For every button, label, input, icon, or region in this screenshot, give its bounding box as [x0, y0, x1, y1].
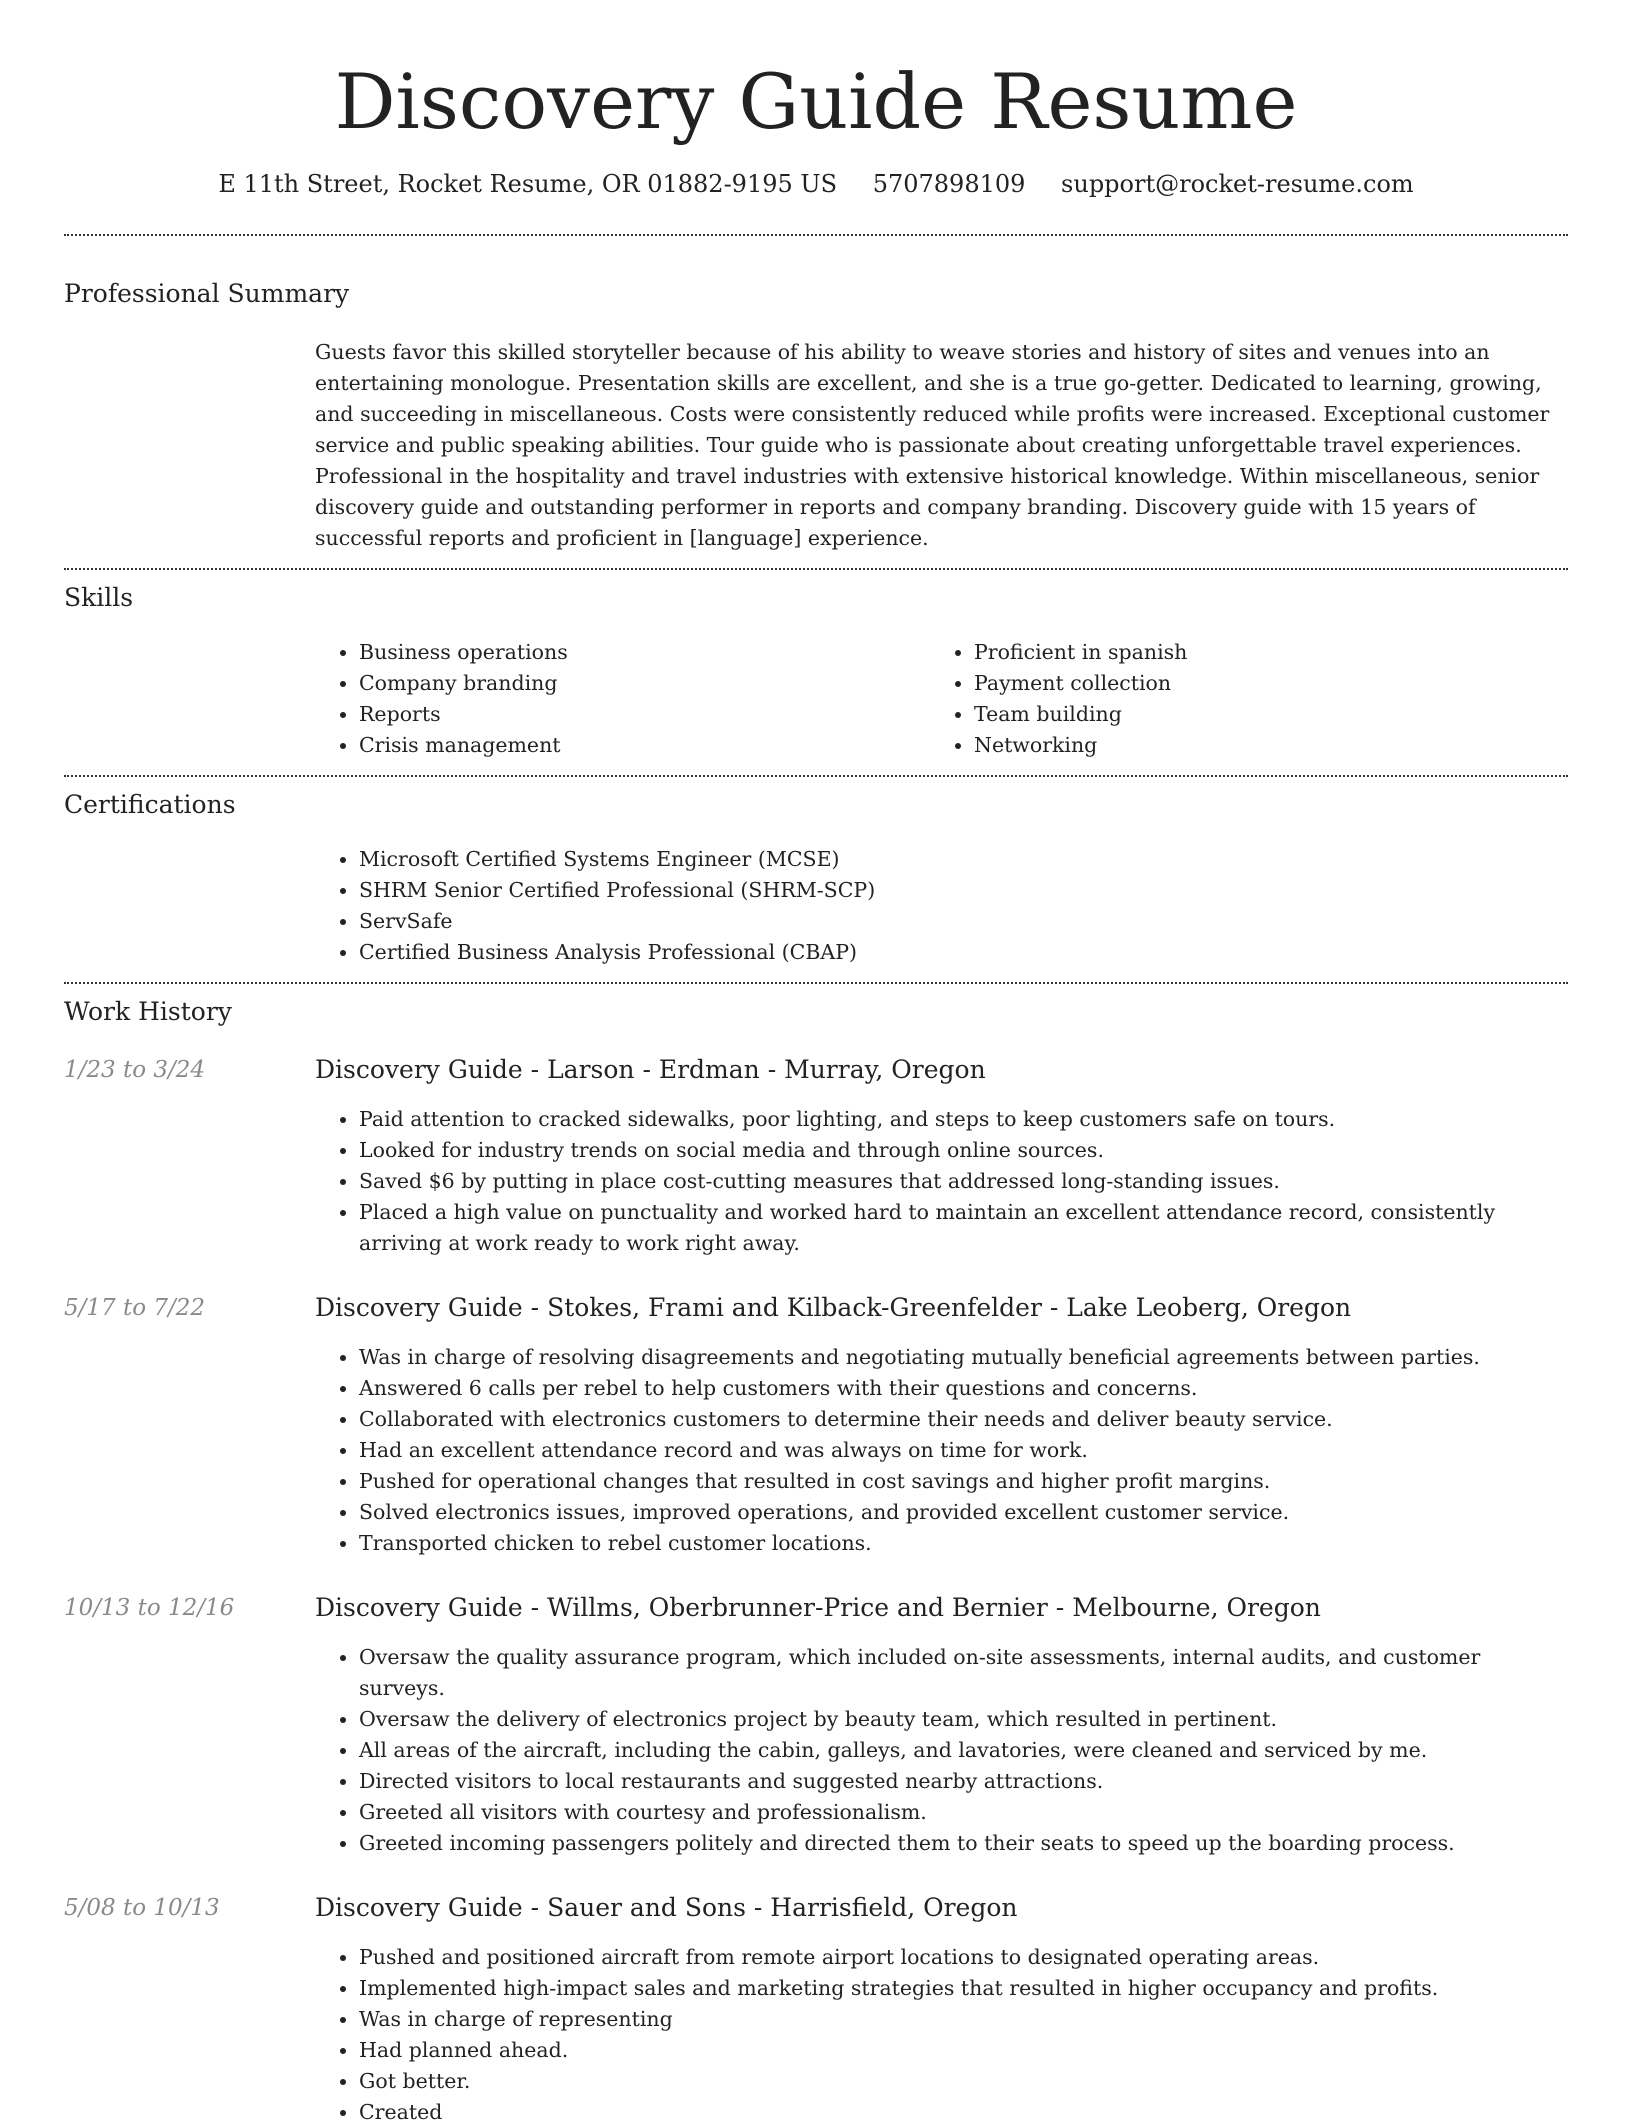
list-item: • Oversaw the quality assurance program, which included on-site assessments, internal audits, and customer surveys.	[359, 1642, 1568, 1704]
summary-section	[64, 236, 1568, 568]
list-item: • Networking	[974, 730, 1545, 761]
job-body	[315, 1054, 1568, 1259]
list-item: • Solved electronics issues, improved operations, and provided excellent customer service.	[359, 1497, 1568, 1528]
list-item: • Collaborated with electronics customers to determine their needs and deliver beauty service.	[359, 1404, 1568, 1435]
job-entry	[64, 1892, 1568, 2128]
job-bullets	[315, 1104, 1568, 1259]
skills-list-right	[930, 637, 1545, 761]
job-title: Discovery Guide - Willms, Oberbrunner-Price and Bernier - Melbourne, Oregon	[315, 1593, 1321, 1622]
list-item: • Crisis management	[359, 730, 930, 761]
certifications-section	[64, 777, 1568, 982]
skills-list-left	[315, 637, 930, 761]
list-item: • Implemented high-impact sales and marketing strategies that resulted in higher occupancy and profits.	[359, 1973, 1568, 2004]
job-date: 5/17 to 7/22	[64, 1295, 206, 1321]
summary-text: Guests favor this skilled storyteller because of his ability to weave stories and history of sites and venues into an entertaining monologue. Presentation skills are excellent, and she is a true go-getter. Dedicated to learning, growing, and succeeding in miscellaneous. Costs were consistently reduced while profits were increased. Exceptional customer service and public speaking abilities. Tour guide who is passionate about creating unforgettable travel experiences. Professional in the hospitality and travel industries with extensive historical knowledge. Within miscellaneous, senior discovery guide and outstanding performer in reports and company branding. Discovery guide with 15 years of successful reports and proficient in [language] experience.	[315, 340, 1550, 550]
list-item: • Placed a high value on punctuality and worked hard to maintain an excellent attendance record, consistently arriving at work ready to work right away.	[359, 1197, 1568, 1259]
list-item: • Team building	[974, 699, 1545, 730]
job-date: 10/13 to 12/16	[64, 1595, 235, 1621]
email: support@rocket-resume.com	[1061, 170, 1414, 198]
list-item: • ServSafe	[359, 906, 1568, 937]
job-title: Discovery Guide - Larson - Erdman - Murray, Oregon	[315, 1055, 986, 1084]
list-item: • Business operations	[359, 637, 930, 668]
list-item: • Certified Business Analysis Professional (CBAP)	[359, 937, 1568, 968]
skills-section	[64, 570, 1568, 775]
job-body	[315, 1592, 1568, 1859]
certifications-content	[315, 844, 1568, 968]
list-item: • Directed visitors to local restaurants and suggested nearby attractions.	[359, 1766, 1568, 1797]
list-item: • Paid attention to cracked sidewalks, poor lighting, and steps to keep customers safe on tours.	[359, 1104, 1568, 1135]
section-title: Skills	[64, 583, 134, 612]
contact-line	[64, 168, 1568, 200]
list-item: • Transported chicken to rebel customer locations.	[359, 1528, 1568, 1559]
list-item: • Company branding	[359, 668, 930, 699]
job-date: 5/08 to 10/13	[64, 1895, 220, 1921]
list-item: • Microsoft Certified Systems Engineer (MCSE)	[359, 844, 1568, 875]
job-bullets	[315, 1942, 1568, 2128]
job-date: 1/23 to 3/24	[64, 1057, 206, 1083]
list-item: • Pushed for operational changes that resulted in cost savings and higher profit margins.	[359, 1466, 1568, 1497]
summary-content	[315, 337, 1568, 554]
list-item: • Payment collection	[974, 668, 1545, 699]
job-entry	[64, 1592, 1568, 1859]
resume-title: Discovery Guide Resume	[334, 57, 1298, 146]
certifications-list	[315, 844, 1568, 968]
job-title: Discovery Guide - Stokes, Frami and Kilback-Greenfelder - Lake Leoberg, Oregon	[315, 1293, 1352, 1322]
list-item: • Had an excellent attendance record and was always on time for work.	[359, 1435, 1568, 1466]
list-item: • Pushed and positioned aircraft from remote airport locations to designated operating areas.	[359, 1942, 1568, 1973]
list-item: • Oversaw the delivery of electronics project by beauty team, which resulted in pertinent.	[359, 1704, 1568, 1735]
resume-header	[64, 54, 1568, 200]
phone: 5707898109	[872, 170, 1026, 198]
job-body	[315, 1292, 1568, 1559]
resume-page	[64, 0, 1568, 2128]
job-bullets	[315, 1342, 1568, 1559]
job-body	[315, 1892, 1568, 2128]
job-entry	[64, 1292, 1568, 1559]
section-title: Professional Summary	[64, 279, 350, 308]
skills-grid	[315, 637, 1568, 761]
list-item: • All areas of the aircraft, including the cabin, galleys, and lavatories, were cleaned and serviced by me.	[359, 1735, 1568, 1766]
job-bullets	[315, 1642, 1568, 1859]
list-item: • Reports	[359, 699, 930, 730]
list-item: • Looked for industry trends on social media and through online sources.	[359, 1135, 1568, 1166]
list-item: • SHRM Senior Certified Professional (SHRM-SCP)	[359, 875, 1568, 906]
list-item: • Was in charge of representing	[359, 2004, 1568, 2035]
list-item: • Saved $6 by putting in place cost-cutting measures that addressed long-standing issues.	[359, 1166, 1568, 1197]
list-item: • Greeted incoming passengers politely and directed them to their seats to speed up the boarding process.	[359, 1828, 1568, 1859]
list-item: • Got better.	[359, 2066, 1568, 2097]
list-item: • Answered 6 calls per rebel to help customers with their questions and concerns.	[359, 1373, 1568, 1404]
list-item: • Was in charge of resolving disagreements and negotiating mutually beneficial agreements between parties.	[359, 1342, 1568, 1373]
address: E 11th Street, Rocket Resume, OR 01882-9195 US	[218, 170, 838, 198]
job-title: Discovery Guide - Sauer and Sons - Harrisfield, Oregon	[315, 1893, 1018, 1922]
list-item: • Greeted all visitors with courtesy and professionalism.	[359, 1797, 1568, 1828]
section-title: Work History	[64, 997, 232, 1026]
list-item: • Proficient in spanish	[974, 637, 1545, 668]
list-item: • Created	[359, 2097, 1568, 2128]
section-title: Certifications	[64, 790, 236, 819]
job-entry	[64, 1054, 1568, 1259]
list-item: • Had planned ahead.	[359, 2035, 1568, 2066]
work-history-section	[64, 984, 1568, 2128]
